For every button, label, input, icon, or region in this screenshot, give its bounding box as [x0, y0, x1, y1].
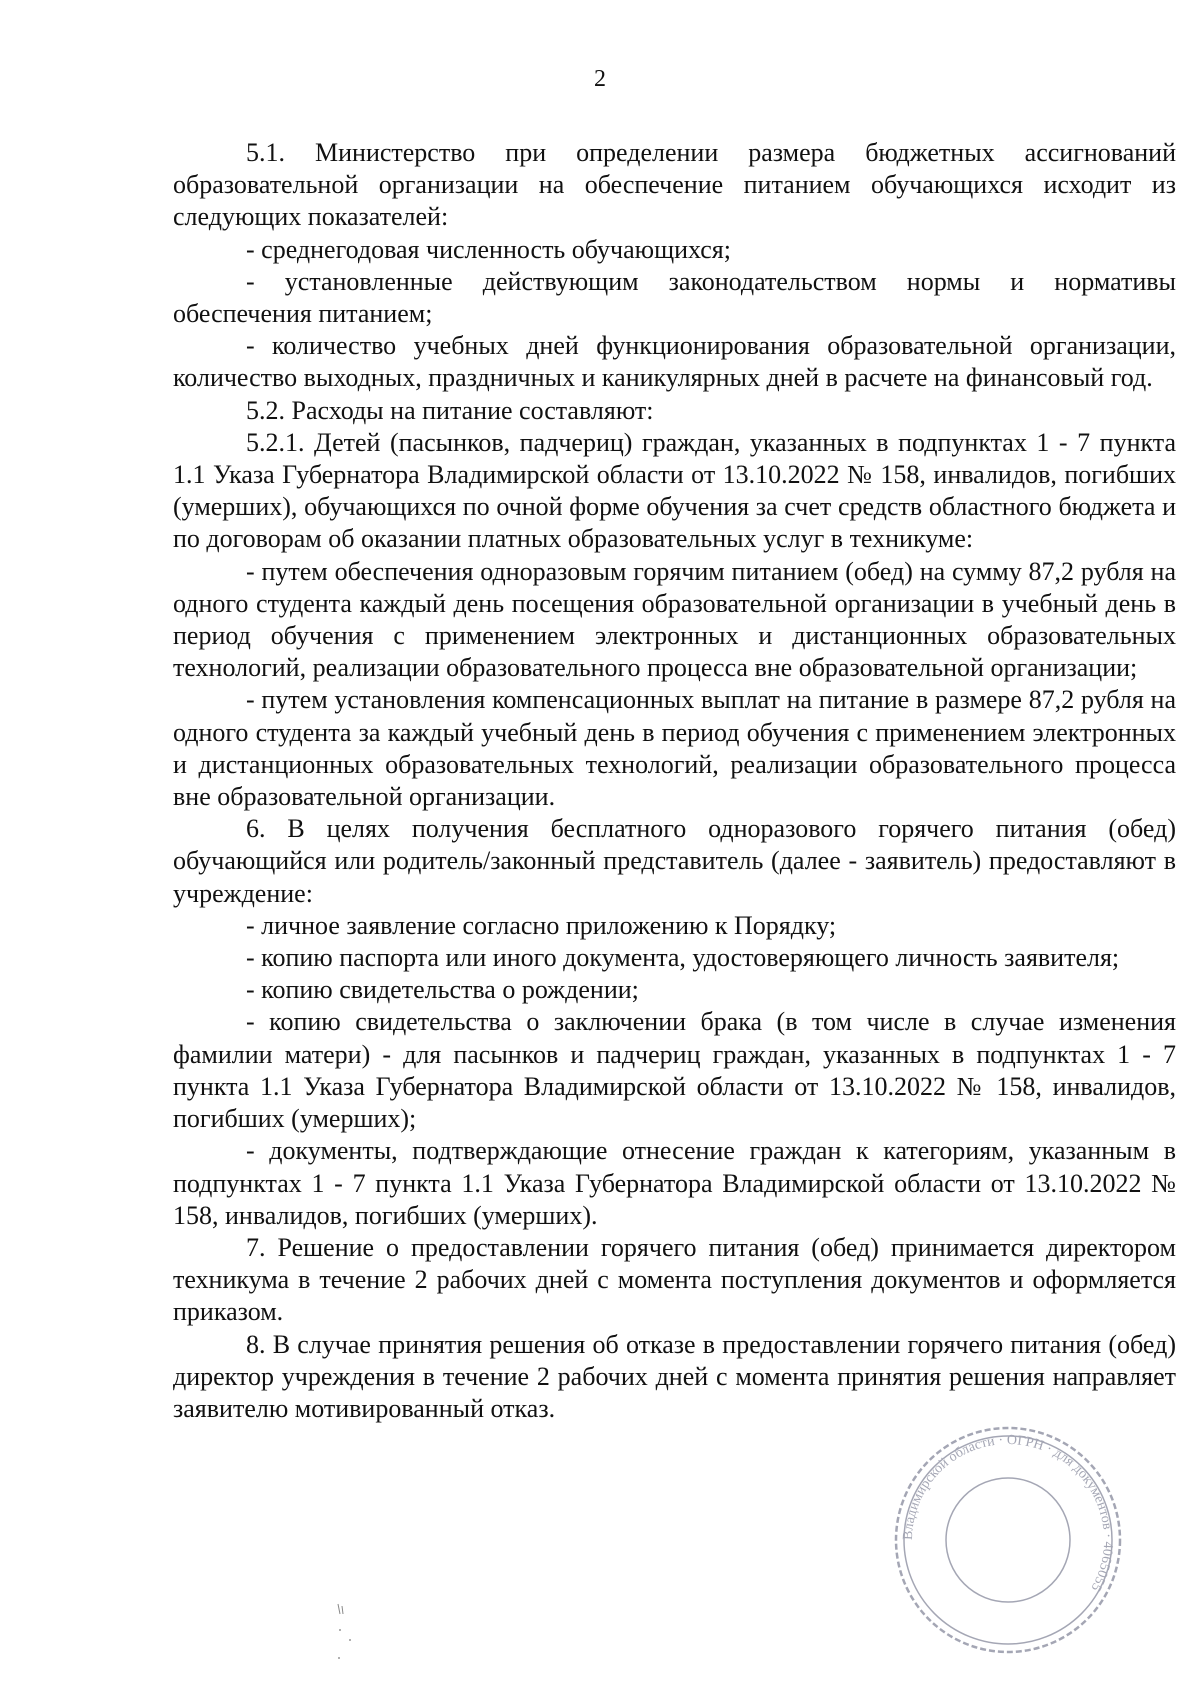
list-item-avg-students: - среднегодовая численность обучающихся; — [246, 234, 731, 264]
list-item-study-days: - количество учебных дней функционирования образовательной организации, количество выходных, праздничных и каникулярных дней в расчете на финансовый год. — [173, 331, 1176, 393]
paragraph-7: 7. Решение о предоставлении горячего питания (обед) принимается директором техникума в течение 2 рабочих дней с момента поступления документов и оформляется приказом. — [173, 1232, 1176, 1327]
list-item-passport: - копию паспорта или иного документа, удостоверяющего личность заявителя; — [246, 943, 1120, 973]
scan-marks — [330, 1600, 360, 1670]
list-item-marriage-certificate: - копию свидетельства о заключении брака (в том числе в случае изменения фамилии матери) - для пасынков и падчериц граждан, указанных в подпунктах 1 - 7 пункта 1.1 Указа Губернатора Владимирской области от 13.10.2022 № 158, инвалидов, погибших (умерших); — [173, 1007, 1176, 1134]
list-item-norms: - установленные действующим законодательством нормы и нормативы обеспечения питанием; — [173, 266, 1176, 329]
paragraph-6: 6. В целях получения бесплатного одноразового горячего питания (обед) обучающийся или родитель/законный представитель (далее - заявитель) предоставляют в учреждение: — [173, 814, 1176, 908]
paragraph-8: 8. В случае принятия решения об отказе в предоставлении горячего питания (обед) директор учреждения в течение 2 рабочих дней с момента принятия решения направляет заявителю мотивированный отказ. — [173, 1329, 1176, 1423]
paragraph-5-2-1: 5.2.1. Детей (пасынков, падчериц) граждан, указанных в подпунктах 1 - 7 пункта 1.1 Указа Губернатора Владимирской области от 13.10.2022 № 158, инвалидов, погибших (умерших), обучающихся по очной форме обучения за счет средств областного бюджета и по договорам об оказании платных образовательных услуг в техникуме: — [173, 427, 1176, 554]
stamp-text: Владимирской области · ОГРН · для документов · 4065055 — [900, 1432, 1116, 1594]
page-number: 2 — [594, 66, 606, 92]
document-body — [173, 137, 1176, 1425]
list-item-compensation: - путем установления компенсационных выплат на питание в размере 87,2 рубля на одного студента за каждый учебный день в период обучения с применением электронных и дистанционных образовательных технологий, реализации образовательного процесса вне образовательной организации. — [173, 685, 1176, 812]
paragraph-5-1: 5.1. Министерство при определении размера бюджетных ассигнований образовательной организации на обеспечение питанием обучающихся исходит из следующих показателей: — [173, 138, 1176, 232]
list-item-hot-meal: - путем обеспечения одноразовым горячим питанием (обед) на сумму 87,2 рубля на одного студента каждый день посещения образовательной организации в учебный день в период обучения с применением электронных и дистанционных образовательных технологий, реализации образовательного процесса вне образовательной организации; — [173, 556, 1176, 683]
list-item-category-documents: - документы, подтверждающие отнесение граждан к категориям, указанным в подпунктах 1 - 7 пункта 1.1 Указа Губернатора Владимирской области от 13.10.2022 № 158, инвалидов, погибших (умерших). — [173, 1136, 1176, 1230]
official-stamp — [888, 1420, 1128, 1660]
list-item-birth-certificate: - копию свидетельства о рождении; — [246, 975, 639, 1005]
list-item-application: - личное заявление согласно приложению к Порядку; — [246, 910, 837, 940]
paragraph-5-2: 5.2. Расходы на питание составляют: — [246, 395, 654, 425]
